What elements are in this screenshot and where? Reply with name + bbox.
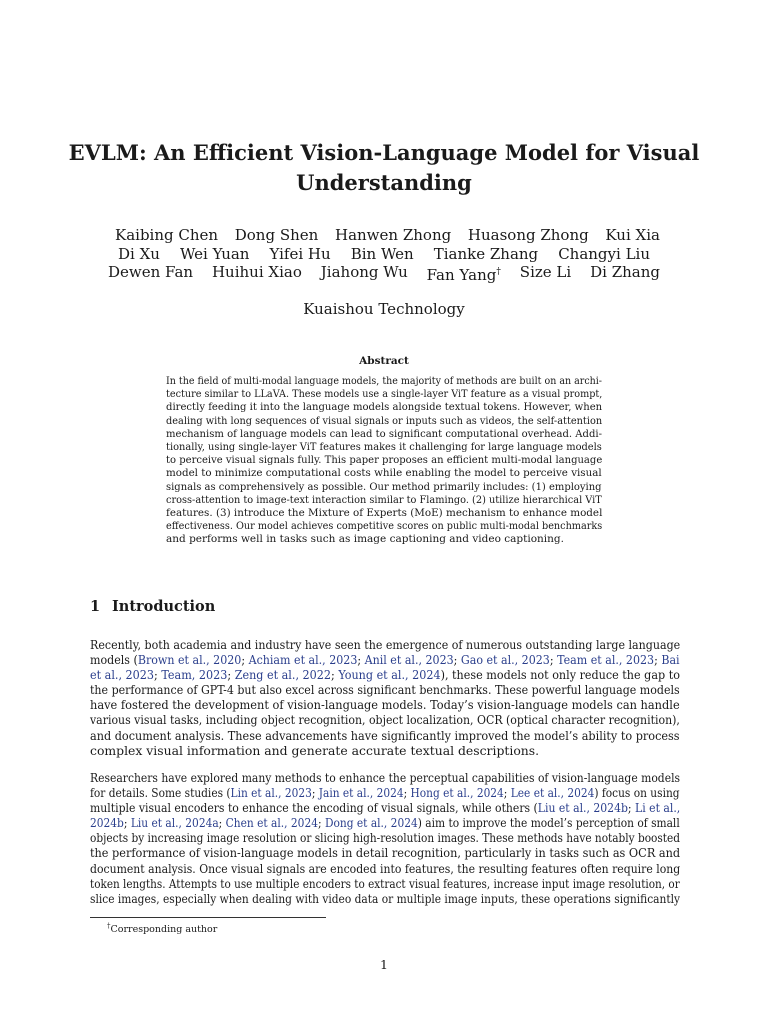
author-name: Changyi Liu: [558, 244, 650, 263]
text-run: ), these models not only reduce the gap to: [440, 667, 680, 683]
intro-paragraph-1: [90, 637, 680, 758]
citation-link[interactable]: Liu et al., 2024b: [537, 800, 628, 816]
paragraph-line: Recently, both academia and industry have seen the emergence of numerous outstanding large language: [90, 637, 681, 652]
author-row-1: [90, 226, 678, 245]
author-row-2: [90, 245, 678, 264]
footnote: [107, 920, 217, 936]
page-number: 1: [380, 957, 388, 972]
intro-paragraph-2: [90, 770, 680, 906]
title-line-1: EVLM: An Efficient Vision-Language Model for Visual: [68, 140, 700, 165]
paper-title: [60, 138, 708, 198]
paragraph-line: for details. Some studies (Lin et al., 2023; Jain et al., 2024; Hong et al., 2024; Lee et al., 2024) focus on using: [90, 785, 680, 801]
author-name: Kaibing Chen: [115, 226, 219, 244]
text-run: ) focus on using: [594, 785, 680, 801]
paragraph-line: various visual tasks, including object recognition, object localization, OCR (optical character recognition),: [90, 712, 680, 728]
author-list: [90, 226, 678, 282]
author-name: Hanwen Zhong: [335, 226, 452, 244]
citation-link[interactable]: Brown et al., 2020: [137, 652, 242, 668]
paragraph-line: multiple visual encoders to enhance the encoding of visual signals, while others (Liu et al., 2024b; Li et al.,: [90, 800, 681, 816]
author-name: Dewen Fan: [108, 263, 194, 281]
paragraph-line: Researchers have explored many methods to enhance the perceptual capabilities of vision-language models: [90, 770, 681, 785]
paragraph-line: the performance of GPT-4 but also excel across significant benchmarks. These powerful language models: [90, 682, 680, 698]
citation-link[interactable]: Lin et al., 2023: [230, 785, 312, 801]
text-run: ) aim to improve the model’s perception of small: [417, 815, 680, 831]
author-name: Wei Yuan: [179, 244, 250, 263]
paragraph-line: the performance of vision-language models in detail recognition, particularly in tasks such as OCR and: [90, 845, 681, 861]
author-name: Di Xu: [118, 244, 160, 263]
abstract-line: model to minimize computational costs while enabling the model to perceive visual: [166, 467, 602, 480]
paragraph-line: and document analysis. These advancements have significantly improved the model’s ability to process: [90, 727, 680, 743]
citation-link[interactable]: Anil et al., 2023: [364, 652, 454, 668]
author-name: Dong Shen: [234, 226, 319, 244]
paragraph-line: slice images, especially when dealing with video data or multiple image inputs, these operations significantly: [90, 890, 681, 906]
citation-link[interactable]: Zeng et al., 2022: [234, 667, 331, 683]
citation-link[interactable]: et al., 2023: [90, 667, 155, 683]
citation-link[interactable]: Liu et al., 2024a: [130, 815, 219, 831]
citation-link[interactable]: 2024b: [90, 815, 124, 831]
author-name: Fan Yang: [426, 266, 497, 284]
title-line-2: Understanding: [296, 170, 472, 195]
section-heading-introduction: [90, 598, 215, 616]
author-name: Di Zhang: [590, 263, 660, 281]
author-name: Huasong Zhong: [467, 226, 589, 244]
paragraph-line: complex visual information and generate accurate textual descriptions.: [90, 742, 540, 758]
author-name: Huihui Xiao: [211, 263, 302, 281]
paragraph-line: have fostered the development of vision-language models. Today’s vision-language models can handle: [90, 697, 680, 713]
citation-link[interactable]: Team et al., 2023: [557, 652, 655, 668]
paragraph-line: document analysis. Once visual signals are encoded into features, the resulting features often require long: [90, 860, 681, 876]
author-name: Yifei Hu: [269, 244, 331, 263]
abstract-line: tionally, using single-layer ViT features makes it challenging for large language models: [166, 441, 602, 454]
abstract-line: features. (3) introduce the Mixture of Experts (MoE) mechanism to enhance model: [166, 507, 603, 520]
citation-link[interactable]: Dong et al., 2024: [324, 815, 418, 831]
corresponding-author: [427, 263, 501, 282]
section-title: Introduction: [112, 598, 216, 615]
citation-link[interactable]: Lee et al., 2024: [510, 785, 595, 801]
section-number: 1: [90, 598, 101, 615]
abstract-line: to perceive visual signals fully. This paper proposes an efficient multi-modal language: [166, 454, 603, 467]
footnote-divider: [90, 917, 326, 918]
abstract-text: [166, 375, 602, 547]
citation-link[interactable]: Li et al.,: [635, 800, 681, 816]
abstract-line: directly feeding it into the language models alongside textual tokens. However, when: [166, 401, 603, 414]
citation-link[interactable]: Bai: [661, 652, 680, 668]
author-name: Kui Xia: [605, 226, 660, 244]
citation-link[interactable]: Hong et al., 2024: [410, 785, 504, 801]
author-row-3: [90, 263, 678, 282]
author-name: Tianke Zhang: [433, 244, 539, 263]
citation-link[interactable]: Young et al., 2024: [338, 667, 441, 683]
abstract-line: signals as comprehensively as possible. Our method primarily includes: (1) employing: [166, 480, 602, 493]
paragraph-line: et al., 2023; Team, 2023; Zeng et al., 2022; Young et al., 2024), these models not only reduce the gap to: [90, 667, 680, 683]
abstract-heading: Abstract: [359, 355, 409, 367]
abstract-line: mechanism of language models can lead to significant computational overhead. Addi-: [166, 427, 602, 440]
text-run: models (: [90, 652, 138, 668]
author-name: Size Li: [519, 263, 572, 281]
paragraph-line: 2024b; Liu et al., 2024a; Chen et al., 2024; Dong et al., 2024) aim to improve the model’s perception of small: [90, 815, 680, 831]
author-name: Jiahong Wu: [320, 263, 408, 281]
abstract-line: dealing with long sequences of visual signals or inputs such as videos, the self-attention: [166, 414, 603, 427]
author-name: Bin Wen: [350, 244, 414, 263]
footnote-mark: †: [107, 922, 111, 930]
abstract-line: effectiveness. Our model achieves competitive scores on public multi-modal benchmarks: [166, 520, 603, 533]
text-run: multiple visual encoders to enhance the encoding of visual signals, while others (: [90, 800, 538, 816]
paragraph-line: token lengths. Attempts to use multiple encoders to extract visual features, increase input image resolution, or: [90, 875, 680, 891]
abstract-line: tecture similar to LLaVA. These models use a single-layer ViT feature as a visual prompt,: [166, 388, 603, 401]
paragraph-line: objects by increasing image resolution or slicing high-resolution images. These methods have notably boosted: [90, 830, 680, 846]
abstract-line: cross-attention to image-text interaction similar to Flamingo. (2) utilize hierarchical ViT: [166, 493, 602, 506]
affiliation: Kuaishou Technology: [303, 300, 465, 318]
paragraph-line: models (Brown et al., 2020; Achiam et al., 2023; Anil et al., 2023; Gao et al., 2023; Team et al., 2023; Bai: [90, 652, 680, 668]
citation-link[interactable]: Team, 2023: [161, 667, 228, 683]
corresponding-mark: †: [496, 267, 501, 277]
text-run: for details. Some studies (: [90, 785, 231, 801]
abstract-line: In the field of multi-modal language models, the majority of methods are built on an archi-: [166, 375, 603, 387]
footnote-text: Corresponding author: [110, 924, 218, 936]
abstract-line: and performs well in tasks such as image captioning and video captioning.: [166, 533, 564, 546]
citation-link[interactable]: Chen et al., 2024: [225, 815, 318, 831]
citation-link[interactable]: Achiam et al., 2023: [248, 652, 358, 668]
citation-link[interactable]: Jain et al., 2024: [318, 785, 404, 801]
citation-link[interactable]: Gao et al., 2023: [460, 652, 550, 668]
